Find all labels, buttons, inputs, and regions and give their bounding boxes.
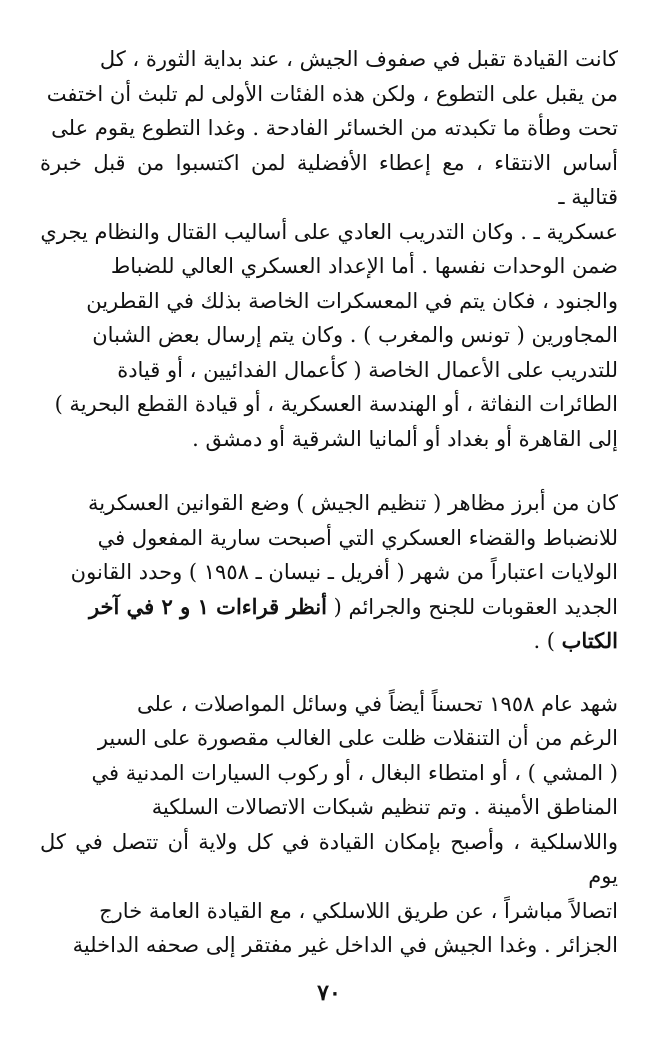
text-line: ( المشي ) ، أو امتطاء البغال ، أو ركوب السيارات المدنية في — [91, 760, 618, 785]
text-line: كانت القيادة تقبل في صفوف الجيش ، عند بداية الثورة ، كل — [99, 47, 618, 71]
text-line: الرغم من أن التنقلات ظلت على الغالب مقصورة على السير — [97, 726, 618, 750]
text-line: تحت وطأة ما تكبدته من الخسائر الفادحة . وغدا التطوع يقوم على — [51, 116, 618, 140]
text-line — [40, 624, 618, 659]
page-number: ٧٠ — [317, 980, 341, 1006]
text-line: ضمن الوحدات نفسها . أما الإعداد العسكري العالي للضباط — [110, 254, 618, 278]
reference-note: الكتاب — [561, 628, 618, 653]
text-line: إلى القاهرة أو بغداد أو ألمانيا الشرقية أو دمشق . — [192, 426, 618, 451]
reference-note: أنظر قراءات ١ و ٢ في آخر — [88, 593, 327, 619]
text-line: عسكرية ـ . وكان التدريب العادي على أساليب القتال والنظام يجري — [40, 219, 618, 244]
text-line: اتصالاً مباشراً ، عن طريق اللاسلكي ، مع القيادة العامة خارج — [99, 898, 618, 923]
text-line: من يقبل على التطوع ، ولكن هذه الفئات الأولى لم تلبث أن اختفت — [46, 81, 618, 106]
paragraph-communications — [40, 687, 618, 963]
text-line: الطائرات النفاثة ، أو الهندسة العسكرية ، أو قيادة القطع البحرية ) — [54, 392, 618, 416]
text-line: شهد عام ١٩٥٨ تحسناً أيضاً في وسائل المواصلات ، على — [137, 691, 618, 716]
text-segment: ) . — [533, 629, 562, 653]
text-segment: الجديد العقوبات للجنح والجرائم ( — [326, 594, 618, 619]
text-line: أساس الانتقاء ، مع إعطاء الأفضلية لمن اكتسبوا من قبل خبرة قتالية ـ — [40, 150, 618, 209]
text-line: للانضباط والقضاء العسكري التي أصبحت سارية المفعول في — [97, 525, 618, 550]
text-line: للتدريب على الأعمال الخاصة ( كأعمال الفدائيين ، أو قيادة — [117, 357, 618, 382]
paragraph-military-law — [40, 486, 618, 659]
paragraph-recruitment — [40, 42, 618, 456]
text-line — [40, 590, 618, 625]
text-line: كان من أبرز مظاهر ( تنظيم الجيش ) وضع القوانين العسكرية — [88, 491, 618, 515]
text-line: المجاورين ( تونس والمغرب ) . وكان يتم إرسال بعض الشبان — [92, 323, 618, 347]
text-line: والجنود ، فكان يتم في المعسكرات الخاصة بذلك في القطرين — [86, 288, 618, 313]
text-line: الجزائر . وغدا الجيش في الداخل غير مفتقر إلى صحفه الداخلية — [72, 933, 618, 957]
text-line: المناطق الأمينة . وتم تنظيم شبكات الاتصالات السلكية — [151, 795, 618, 819]
text-line: واللاسلكية ، وأصبح بإمكان القيادة في كل ولاية أن تتصل في كل يوم — [40, 829, 618, 888]
text-line: الولايات اعتباراً من شهر ( أفريل ـ نيسان ـ ١٩٥٨ ) وحدد القانون — [70, 560, 618, 584]
